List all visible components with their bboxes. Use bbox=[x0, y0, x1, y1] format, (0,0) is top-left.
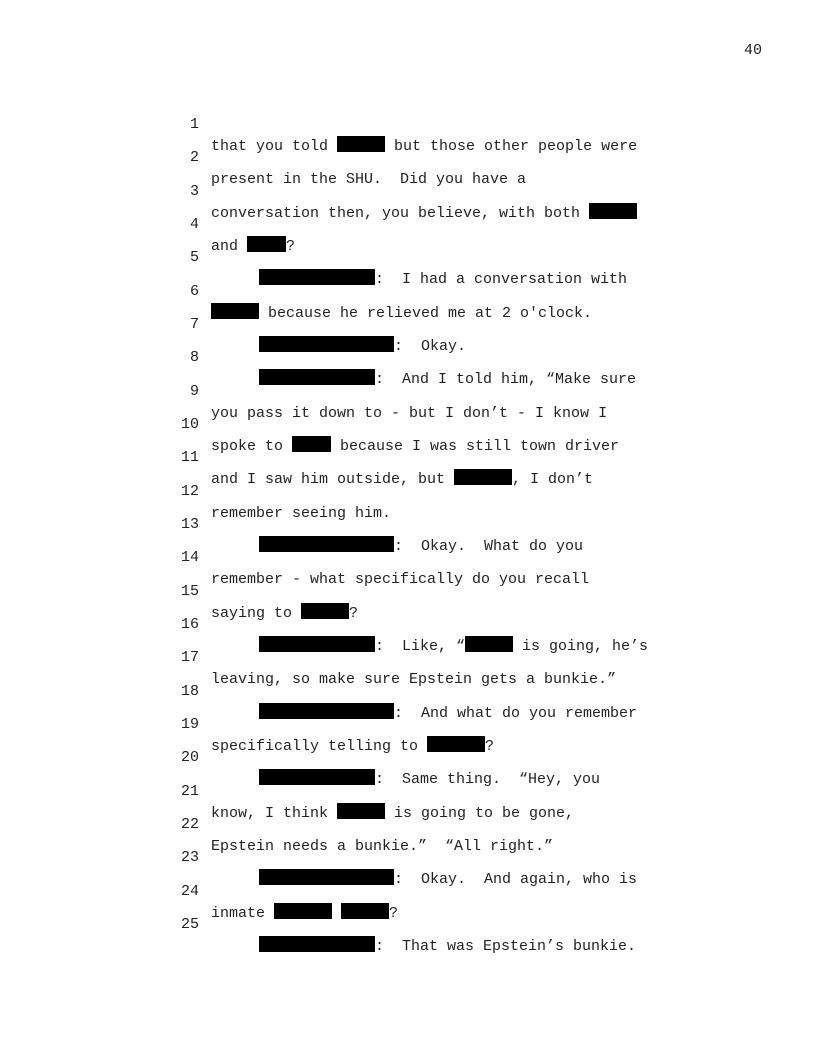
line-number: 23 bbox=[180, 849, 199, 866]
line-text: that you told bbox=[211, 138, 338, 155]
line-number: 10 bbox=[180, 416, 199, 433]
line-text: : I had a conversation with bbox=[375, 271, 628, 288]
line-text: know, I think bbox=[211, 805, 338, 822]
transcript-line bbox=[0, 192, 296, 255]
line-number: 4 bbox=[189, 216, 199, 233]
speaker-redaction bbox=[259, 536, 394, 552]
line-number: 2 bbox=[189, 149, 199, 166]
line-text: specifically telling to bbox=[211, 738, 428, 755]
line-number: 5 bbox=[189, 249, 199, 266]
line-number: 9 bbox=[189, 383, 199, 400]
line-text: remember seeing him. bbox=[211, 505, 392, 522]
line-text: you pass it down to - but I don’t - I know I bbox=[211, 405, 608, 422]
speaker-redaction bbox=[259, 269, 375, 285]
line-text: : That was Epstein’s bunkie. bbox=[375, 938, 637, 955]
redaction-box bbox=[341, 903, 389, 919]
line-text: and I saw him outside, but bbox=[211, 471, 455, 488]
speaker-redaction bbox=[259, 336, 394, 352]
line-text: ? bbox=[389, 905, 399, 922]
line-number: 6 bbox=[189, 283, 199, 300]
redaction-box bbox=[292, 436, 331, 452]
line-number: 24 bbox=[180, 883, 199, 900]
speaker-redaction bbox=[259, 936, 375, 952]
redaction-box bbox=[589, 203, 637, 219]
line-number: 1 bbox=[189, 116, 199, 133]
line-text: because he relieved me at 2 o'clock. bbox=[259, 305, 593, 322]
line-text: spoke to bbox=[211, 438, 293, 455]
redaction-box bbox=[274, 903, 332, 919]
redaction-box bbox=[465, 636, 513, 652]
line-text: : And what do you remember bbox=[394, 705, 638, 722]
transcript-line bbox=[0, 692, 495, 755]
redaction-box bbox=[337, 136, 385, 152]
line-text: Epstein needs a bunkie.” “All right.” bbox=[211, 838, 554, 855]
line-number: 21 bbox=[180, 783, 199, 800]
line-text: saying to bbox=[211, 605, 302, 622]
line-number: 25 bbox=[180, 916, 199, 933]
line-number: 20 bbox=[180, 749, 199, 766]
line-number: 8 bbox=[189, 349, 199, 366]
line-number: 17 bbox=[180, 649, 199, 666]
line-text: : Okay. What do you bbox=[394, 538, 584, 555]
redaction-box bbox=[337, 803, 385, 819]
line-text: : Okay. And again, who is bbox=[394, 871, 638, 888]
line-number: 11 bbox=[180, 449, 199, 466]
redaction-box bbox=[211, 303, 259, 319]
speaker-redaction bbox=[259, 636, 375, 652]
line-text: , I don’t bbox=[512, 471, 594, 488]
line-number: 15 bbox=[180, 583, 199, 600]
line-number: 16 bbox=[180, 616, 199, 633]
page-number: 40 bbox=[743, 42, 762, 59]
speaker-redaction bbox=[259, 769, 375, 785]
speaker-redaction bbox=[259, 703, 394, 719]
transcript-line bbox=[0, 559, 359, 622]
speaker-redaction bbox=[259, 869, 394, 885]
line-text bbox=[332, 905, 341, 922]
line-text: : Okay. bbox=[394, 338, 467, 355]
line-text: inmate bbox=[211, 905, 275, 922]
line-text: : And I told him, “Make sure bbox=[375, 371, 637, 388]
line-text: is going to be gone, bbox=[385, 805, 575, 822]
line-number: 7 bbox=[189, 316, 199, 333]
line-text: is going, he’s bbox=[513, 638, 649, 655]
line-text: because I was still town driver bbox=[331, 438, 620, 455]
line-number: 18 bbox=[180, 683, 199, 700]
line-text: leaving, so make sure Epstein gets a bunkie.” bbox=[211, 671, 617, 688]
line-text: and bbox=[211, 238, 248, 255]
line-text: ? bbox=[349, 605, 359, 622]
line-text: ? bbox=[286, 238, 296, 255]
redaction-box bbox=[427, 736, 485, 752]
line-number: 12 bbox=[180, 483, 199, 500]
redaction-box bbox=[301, 603, 349, 619]
speaker-redaction bbox=[259, 369, 375, 385]
line-number: 13 bbox=[180, 516, 199, 533]
redaction-box bbox=[247, 236, 286, 252]
line-text: : Like, “ bbox=[375, 638, 466, 655]
line-text: but those other people were bbox=[385, 138, 638, 155]
transcript-line bbox=[0, 859, 399, 922]
line-text: ? bbox=[485, 738, 495, 755]
line-text: conversation then, you believe, with both bbox=[211, 205, 590, 222]
line-number: 22 bbox=[180, 816, 199, 833]
line-text: remember - what specifically do you recall bbox=[211, 571, 590, 588]
line-text: : Same thing. “Hey, you bbox=[375, 771, 601, 788]
line-number: 14 bbox=[180, 549, 199, 566]
line-text: present in the SHU. Did you have a bbox=[211, 171, 527, 188]
transcript-line bbox=[0, 92, 638, 155]
line-number: 19 bbox=[180, 716, 199, 733]
line-number: 3 bbox=[189, 183, 199, 200]
redaction-box bbox=[454, 469, 512, 485]
